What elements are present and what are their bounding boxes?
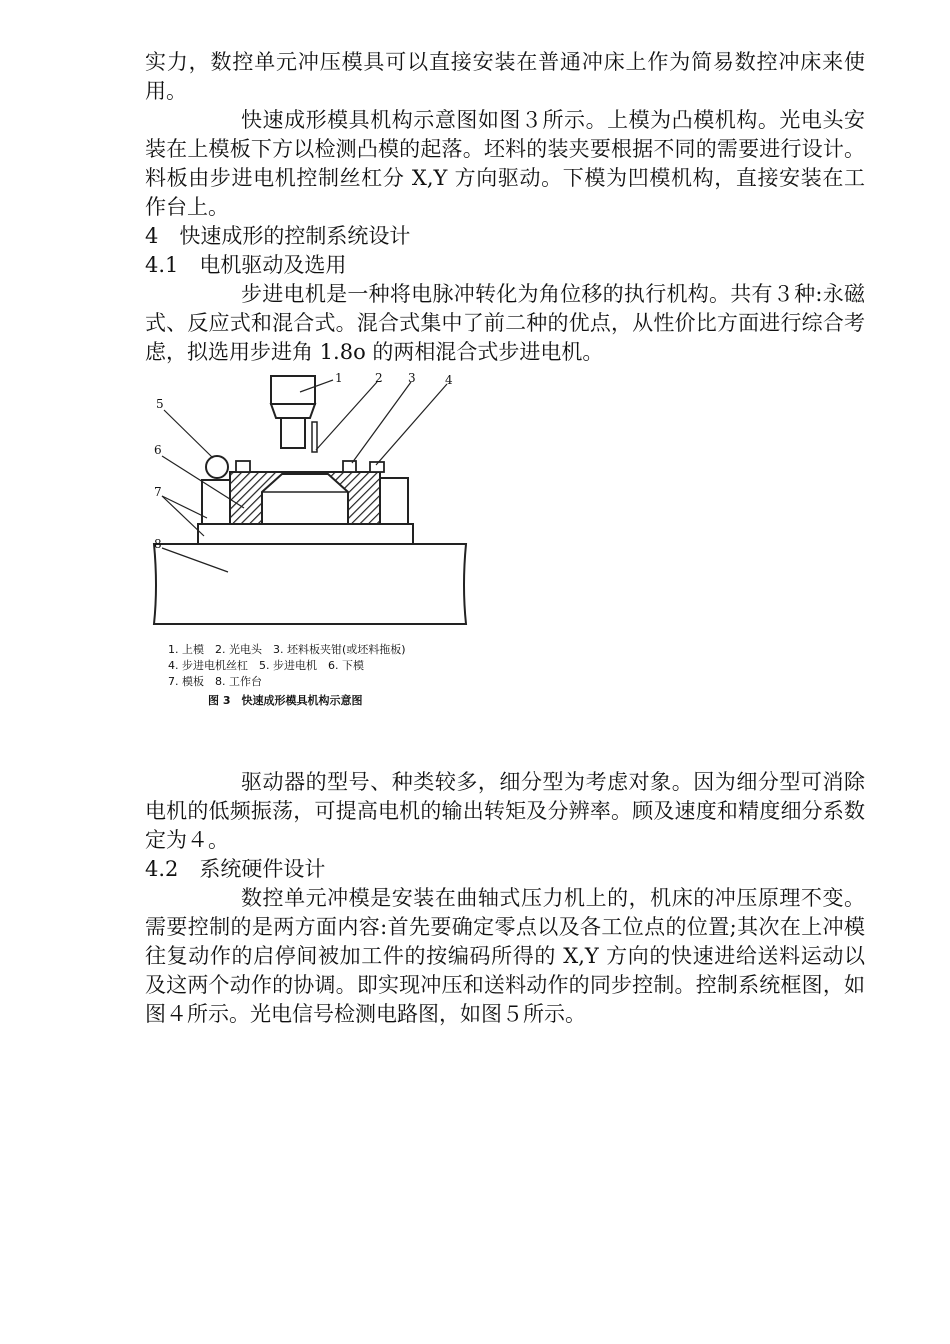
paragraph-continuation: 实力，数控单元冲压模具可以直接安装在普通冲床上作为简易数控冲床来使用。 xyxy=(145,50,865,103)
figure-caption: 图 3 快速成形模具机构示意图 xyxy=(208,694,363,707)
label-6: 6 xyxy=(154,443,162,457)
label-3: 3 xyxy=(408,371,416,385)
paragraph-stepper-motor: 步进电机是一种将电脉冲转化为角位移的执行机构。共有３种:永磁式、反应式和混合式。混合式集中了前二种的优点，从性价比方面进行综合考虑，拟选用步进角 1.8o 的两相混合式步进电机。 xyxy=(145,282,865,364)
label-5: 5 xyxy=(156,397,164,411)
label-1: 1 xyxy=(335,371,343,385)
section-heading-4-2: 4.2 系统硬件设计 xyxy=(145,857,326,881)
section-heading-4: 4 快速成形的控制系统设计 xyxy=(145,224,411,248)
text-block-bottom xyxy=(145,768,865,1029)
photoelectric-head-shape xyxy=(312,422,317,452)
clamp-left-shape xyxy=(236,461,250,472)
stepper-motor-shape xyxy=(206,456,228,478)
figure-legend-line-1: 1. 上模 2. 光电头 3. 坯料板夹钳(或坯料拖板) xyxy=(168,643,406,656)
clamp-right-shape xyxy=(343,461,356,472)
worktable-shape xyxy=(154,544,466,624)
mold-mechanism-diagram xyxy=(150,368,480,718)
upper-die-top-shape xyxy=(271,376,315,404)
section-heading-4-1: 4.1 电机驱动及选用 xyxy=(145,253,347,277)
paragraph-driver: 驱动器的型号、种类较多，细分型为考虑对象。因为细分型可消除电机的低频振荡，可提高电机的输出转矩及分辨率。顾及速度和精度细分系数定为４。 xyxy=(145,770,865,852)
label-7: 7 xyxy=(154,485,162,499)
die-cavity-shape xyxy=(262,474,348,524)
text-block-top xyxy=(145,48,865,367)
right-side-block xyxy=(378,478,408,524)
die-plate-shape xyxy=(198,524,413,544)
figure-legend-line-2: 4. 步进电机丝杠 5. 步进电机 6. 下模 xyxy=(168,659,364,672)
paragraph-figure3-intro: 快速成形模具机构示意图如图３所示。上模为凸模机构。光电头安装在上模板下方以检测凸模的起落。坯料的装夹要根据不同的需要进行设计。料板由步进电机控制丝杠分 X,Y 方向驱动。下模为凹模机构，直接安装在工作台上。 xyxy=(145,108,865,219)
label-2: 2 xyxy=(375,371,383,385)
punch-shape xyxy=(281,418,305,448)
label-4: 4 xyxy=(445,373,453,387)
figure-3 xyxy=(150,368,480,718)
paragraph-hardware: 数控单元冲模是安装在曲轴式压力机上的，机床的冲压原理不变。需要控制的是两方面内容:首先要确定零点以及各工位点的位置;其次在上冲模往复动作的启停间被加工件的按编码所得的 X,Y 方向的快速进给送料运动以及这两个动作的协调。即实现冲压和送料动作的同步控制。控制系统框图，如图４所示。光电信号检测电路图，如图５所示。 xyxy=(145,886,865,1026)
figure-legend-line-3: 7. 模板 8. 工作台 xyxy=(168,675,262,688)
label-8: 8 xyxy=(154,537,162,551)
